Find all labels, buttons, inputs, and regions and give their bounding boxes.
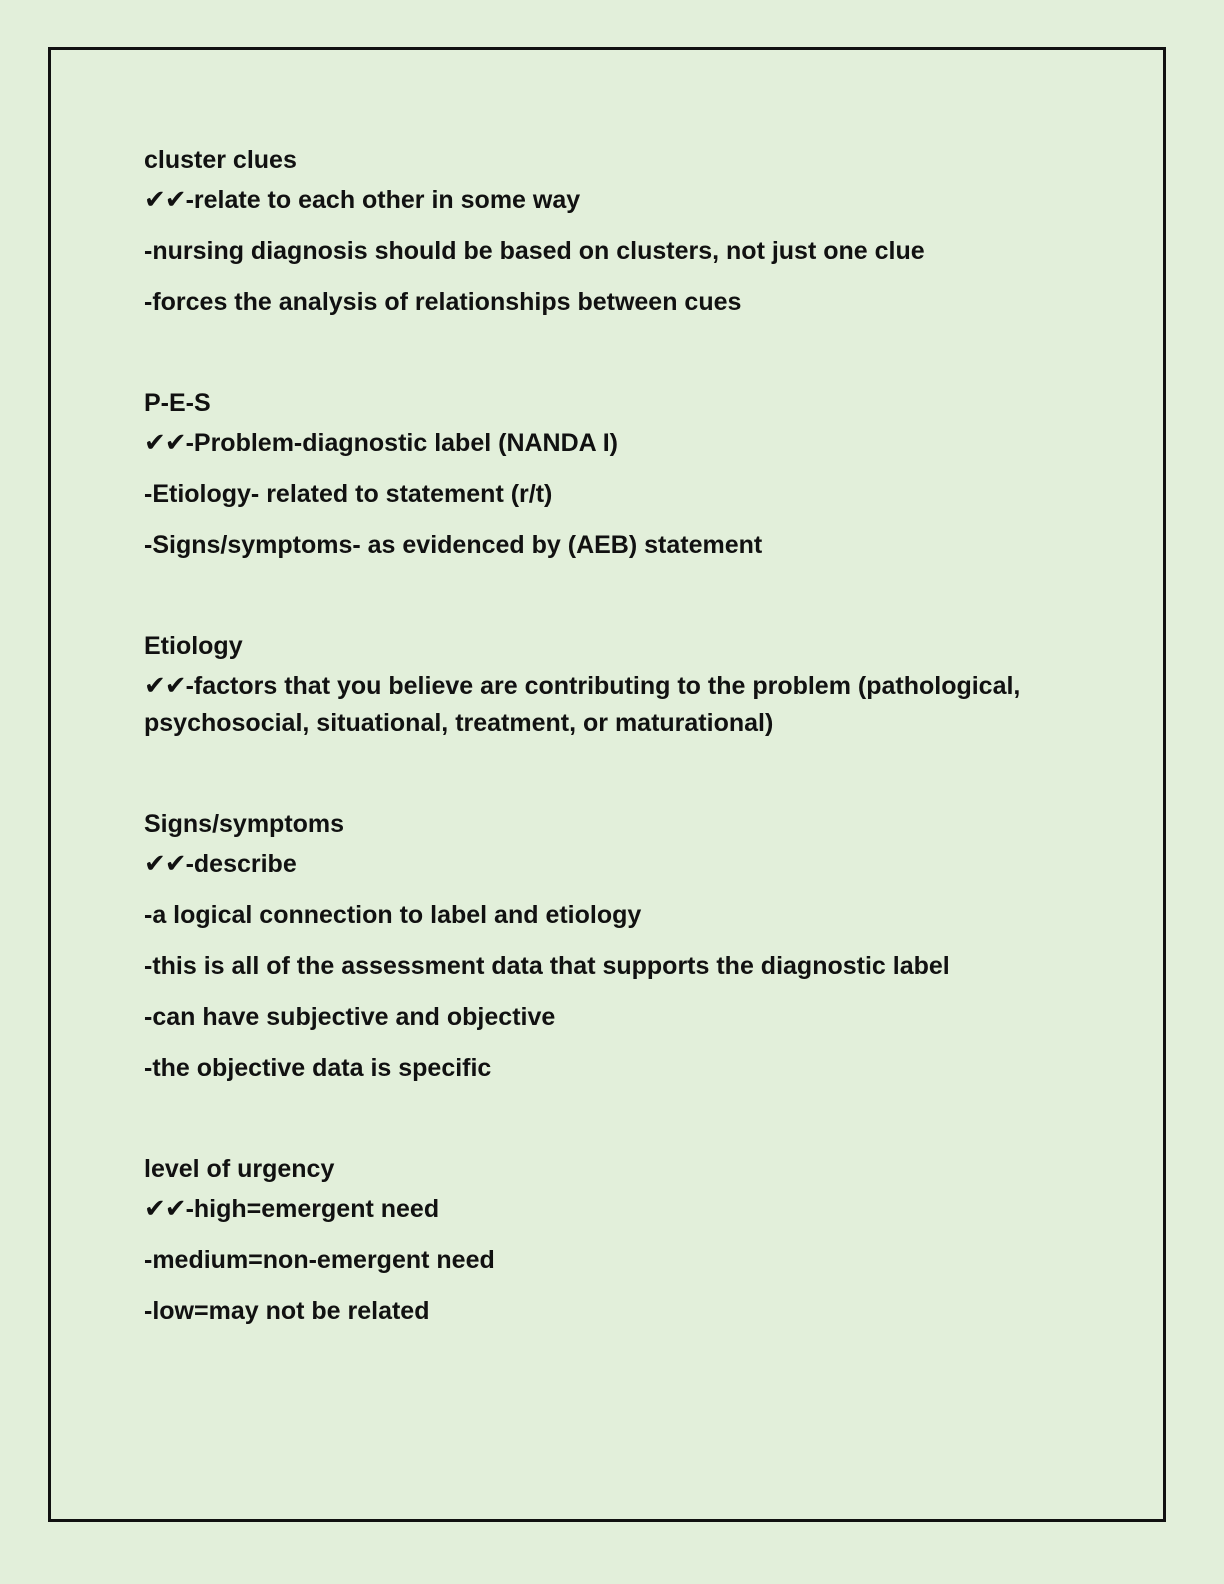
section-title: P-E-S bbox=[144, 389, 211, 417]
section-cluster-clues bbox=[144, 142, 1084, 321]
list-item: -low=may not be related bbox=[144, 1297, 430, 1325]
list-item: ✔✔-describe bbox=[144, 849, 297, 879]
double-check-icon: ✔✔ bbox=[144, 185, 186, 215]
list-item: ✔✔-factors that you believe are contributing to the problem (pathological, psychosocial, situational, treatment, or maturational) bbox=[144, 671, 1021, 737]
list-item: -forces the analysis of relationships between cues bbox=[144, 288, 742, 316]
list-item: ✔✔-high=emergent need bbox=[144, 1194, 440, 1224]
section-signs-symptoms bbox=[144, 806, 1084, 1087]
list-item: -a logical connection to label and etiology bbox=[144, 901, 642, 929]
list-item: -Signs/symptoms- as evidenced by (AEB) statement bbox=[144, 531, 763, 559]
list-item: -nursing diagnosis should be based on clusters, not just one clue bbox=[144, 237, 925, 265]
double-check-icon: ✔✔ bbox=[144, 428, 186, 458]
list-item: -medium=non-emergent need bbox=[144, 1246, 495, 1274]
double-check-icon: ✔✔ bbox=[144, 849, 186, 879]
list-item: ✔✔-relate to each other in some way bbox=[144, 185, 581, 215]
section-pes bbox=[144, 385, 1084, 564]
list-item: -can have subjective and objective bbox=[144, 1003, 556, 1031]
list-item: ✔✔-Problem-diagnostic label (NANDA I) bbox=[144, 428, 619, 458]
double-check-icon: ✔✔ bbox=[144, 1194, 186, 1224]
double-check-icon: ✔✔ bbox=[144, 671, 186, 701]
list-item: -Etiology- related to statement (r/t) bbox=[144, 480, 553, 508]
list-item: -the objective data is specific bbox=[144, 1054, 492, 1082]
section-title: Etiology bbox=[144, 632, 243, 660]
section-title: level of urgency bbox=[144, 1155, 335, 1183]
section-etiology bbox=[144, 628, 1084, 742]
section-title: cluster clues bbox=[144, 146, 297, 174]
section-level-of-urgency bbox=[144, 1151, 1084, 1330]
section-title: Signs/symptoms bbox=[144, 810, 345, 838]
document-content bbox=[144, 142, 1084, 1394]
list-item: -this is all of the assessment data that supports the diagnostic label bbox=[144, 952, 950, 980]
